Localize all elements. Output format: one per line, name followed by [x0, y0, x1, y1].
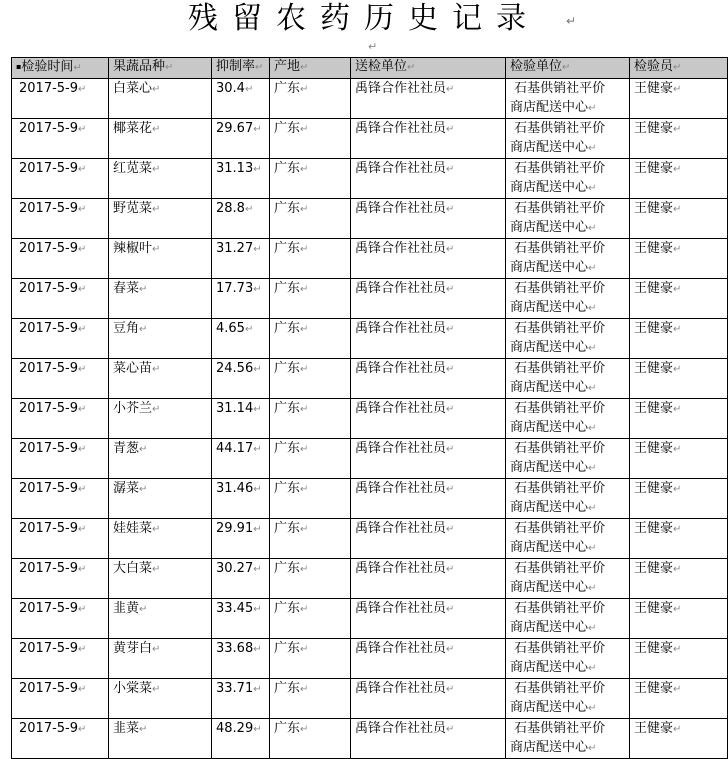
cell-origin: 广东↵ — [270, 358, 351, 398]
cell-origin: 广东↵ — [270, 198, 351, 238]
cell-sender: 禹锋合作社社员↵ — [351, 518, 506, 558]
cell-inspector: 王健豪↵ — [630, 518, 728, 558]
cell-rate: 24.56↵ — [212, 358, 270, 398]
cell-inspector: 王健豪↵ — [630, 398, 728, 438]
cell-item: 青葱↵ — [109, 438, 212, 478]
column-header-sender: 送检单位↵ — [351, 58, 506, 79]
cell-inspector: 王健豪↵ — [630, 318, 728, 358]
cell-date: 2017-5-9↵ — [12, 318, 109, 358]
cell-rate: 29.67↵ — [212, 118, 270, 158]
table-row — [12, 518, 728, 558]
cell-inspector-unit: 石基供销社平价 商店配送中心↵ — [506, 678, 630, 718]
cell-inspector-unit: 石基供销社平价 商店配送中心↵ — [506, 398, 630, 438]
cell-item: 大白菜↵ — [109, 558, 212, 598]
cell-inspector: 王健豪↵ — [630, 238, 728, 278]
cell-rate: 44.17↵ — [212, 438, 270, 478]
cell-item: 韭黄↵ — [109, 598, 212, 638]
cell-sender: 禹锋合作社社员↵ — [351, 78, 506, 118]
cell-origin: 广东↵ — [270, 398, 351, 438]
cell-origin: 广东↵ — [270, 278, 351, 318]
cell-inspector-unit: 石基供销社平价 商店配送中心↵ — [506, 518, 630, 558]
cell-sender: 禹锋合作社社员↵ — [351, 718, 506, 758]
paragraph-mark-icon: ↵ — [368, 40, 378, 53]
cell-date: 2017-5-9↵ — [12, 438, 109, 478]
page-title: 残留农药历史记录 — [188, 1, 540, 36]
cell-inspector-unit: 石基供销社平价 商店配送中心↵ — [506, 598, 630, 638]
cell-rate: 33.68↵ — [212, 638, 270, 678]
cell-inspector-unit: 石基供销社平价 商店配送中心↵ — [506, 438, 630, 478]
cell-origin: 广东↵ — [270, 118, 351, 158]
cell-inspector-unit: 石基供销社平价 商店配送中心↵ — [506, 318, 630, 358]
table-row — [12, 118, 728, 158]
cell-origin: 广东↵ — [270, 78, 351, 118]
cell-date: 2017-5-9↵ — [12, 718, 109, 758]
cell-item: 韭菜↵ — [109, 718, 212, 758]
cell-date: 2017-5-9↵ — [12, 598, 109, 638]
table-row — [12, 278, 728, 318]
cell-sender: 禹锋合作社社员↵ — [351, 158, 506, 198]
table-row — [12, 678, 728, 718]
cell-sender: 禹锋合作社社员↵ — [351, 238, 506, 278]
cell-item: 豆角↵ — [109, 318, 212, 358]
cell-inspector: 王健豪↵ — [630, 198, 728, 238]
column-header-date: ▪检验时间↵ — [12, 58, 109, 79]
cell-item: 红苋菜↵ — [109, 158, 212, 198]
cell-inspector: 王健豪↵ — [630, 118, 728, 158]
cell-date: 2017-5-9↵ — [12, 518, 109, 558]
cell-inspector: 王健豪↵ — [630, 558, 728, 598]
cell-item: 小芥兰↵ — [109, 398, 212, 438]
cell-item: 辣椒叶↵ — [109, 238, 212, 278]
cell-rate: 31.14↵ — [212, 398, 270, 438]
cell-inspector: 王健豪↵ — [630, 278, 728, 318]
column-header-origin: 产地↵ — [270, 58, 351, 79]
table-header-row — [12, 58, 728, 79]
cell-item: 菜心苗↵ — [109, 358, 212, 398]
cell-origin: 广东↵ — [270, 678, 351, 718]
cell-date: 2017-5-9↵ — [12, 398, 109, 438]
cell-rate: 33.71↵ — [212, 678, 270, 718]
cell-rate: 28.8↵ — [212, 198, 270, 238]
cell-rate: 17.73↵ — [212, 278, 270, 318]
cell-inspector-unit: 石基供销社平价 商店配送中心↵ — [506, 278, 630, 318]
cell-inspector: 王健豪↵ — [630, 78, 728, 118]
cell-inspector-unit: 石基供销社平价 商店配送中心↵ — [506, 358, 630, 398]
cell-rate: 33.45↵ — [212, 598, 270, 638]
cell-inspector-unit: 石基供销社平价 商店配送中心↵ — [506, 238, 630, 278]
row-marker-icon: ▪ — [16, 62, 22, 71]
cell-date: 2017-5-9↵ — [12, 158, 109, 198]
cell-date: 2017-5-9↵ — [12, 558, 109, 598]
table-row — [12, 78, 728, 118]
cell-item: 潺菜↵ — [109, 478, 212, 518]
cell-sender: 禹锋合作社社员↵ — [351, 358, 506, 398]
cell-inspector: 王健豪↵ — [630, 718, 728, 758]
cell-sender: 禹锋合作社社员↵ — [351, 318, 506, 358]
cell-sender: 禹锋合作社社员↵ — [351, 398, 506, 438]
residue-record-table — [11, 57, 728, 759]
cell-date: 2017-5-9↵ — [12, 78, 109, 118]
cell-origin: 广东↵ — [270, 558, 351, 598]
paragraph-mark-icon: ↵ — [566, 14, 577, 28]
cell-sender: 禹锋合作社社员↵ — [351, 198, 506, 238]
cell-origin: 广东↵ — [270, 478, 351, 518]
cell-origin: 广东↵ — [270, 518, 351, 558]
table-row — [12, 438, 728, 478]
cell-date: 2017-5-9↵ — [12, 238, 109, 278]
cell-inspector-unit: 石基供销社平价 商店配送中心↵ — [506, 118, 630, 158]
cell-sender: 禹锋合作社社员↵ — [351, 478, 506, 518]
cell-item: 娃娃菜↵ — [109, 518, 212, 558]
column-header-rate: 抑制率↵ — [212, 58, 270, 79]
table-row — [12, 478, 728, 518]
cell-inspector-unit: 石基供销社平价 商店配送中心↵ — [506, 78, 630, 118]
cell-item: 白菜心↵ — [109, 78, 212, 118]
column-header-inspector: 检验员↵ — [630, 58, 728, 79]
table-row — [12, 398, 728, 438]
table-row — [12, 238, 728, 278]
cell-rate: 29.91↵ — [212, 518, 270, 558]
table-row — [12, 158, 728, 198]
cell-inspector-unit: 石基供销社平价 商店配送中心↵ — [506, 558, 630, 598]
cell-item: 春菜↵ — [109, 278, 212, 318]
cell-rate: 31.27↵ — [212, 238, 270, 278]
cell-inspector-unit: 石基供销社平价 商店配送中心↵ — [506, 478, 630, 518]
cell-sender: 禹锋合作社社员↵ — [351, 638, 506, 678]
cell-origin: 广东↵ — [270, 598, 351, 638]
cell-sender: 禹锋合作社社员↵ — [351, 118, 506, 158]
cell-inspector: 王健豪↵ — [630, 478, 728, 518]
cell-rate: 4.65↵ — [212, 318, 270, 358]
cell-sender: 禹锋合作社社员↵ — [351, 678, 506, 718]
cell-date: 2017-5-9↵ — [12, 358, 109, 398]
cell-date: 2017-5-9↵ — [12, 678, 109, 718]
table-row — [12, 638, 728, 678]
cell-inspector: 王健豪↵ — [630, 638, 728, 678]
cell-inspector-unit: 石基供销社平价 商店配送中心↵ — [506, 718, 630, 758]
cell-rate: 30.27↵ — [212, 558, 270, 598]
cell-inspector: 王健豪↵ — [630, 598, 728, 638]
cell-rate: 31.46↵ — [212, 478, 270, 518]
column-header-inspector-unit: 检验单位↵ — [506, 58, 630, 79]
cell-inspector-unit: 石基供销社平价 商店配送中心↵ — [506, 198, 630, 238]
column-header-item: 果蔬品种↵ — [109, 58, 212, 79]
cell-inspector: 王健豪↵ — [630, 438, 728, 478]
cell-origin: 广东↵ — [270, 438, 351, 478]
cell-item: 黄芽白↵ — [109, 638, 212, 678]
cell-rate: 30.4↵ — [212, 78, 270, 118]
cell-item: 椰菜花↵ — [109, 118, 212, 158]
cell-inspector: 王健豪↵ — [630, 158, 728, 198]
cell-rate: 31.13↵ — [212, 158, 270, 198]
cell-origin: 广东↵ — [270, 318, 351, 358]
cell-inspector: 王健豪↵ — [630, 358, 728, 398]
table-row — [12, 558, 728, 598]
cell-date: 2017-5-9↵ — [12, 198, 109, 238]
cell-origin: 广东↵ — [270, 718, 351, 758]
cell-date: 2017-5-9↵ — [12, 278, 109, 318]
cell-inspector-unit: 石基供销社平价 商店配送中心↵ — [506, 638, 630, 678]
cell-sender: 禹锋合作社社员↵ — [351, 438, 506, 478]
cell-sender: 禹锋合作社社员↵ — [351, 558, 506, 598]
table-row — [12, 358, 728, 398]
cell-sender: 禹锋合作社社员↵ — [351, 598, 506, 638]
table-row — [12, 598, 728, 638]
table-row — [12, 718, 728, 758]
cell-inspector-unit: 石基供销社平价 商店配送中心↵ — [506, 158, 630, 198]
cell-origin: 广东↵ — [270, 238, 351, 278]
cell-origin: 广东↵ — [270, 638, 351, 678]
cell-inspector: 王健豪↵ — [630, 678, 728, 718]
table-row — [12, 198, 728, 238]
cell-rate: 48.29↵ — [212, 718, 270, 758]
cell-origin: 广东↵ — [270, 158, 351, 198]
cell-sender: 禹锋合作社社员↵ — [351, 278, 506, 318]
cell-item: 小棠菜↵ — [109, 678, 212, 718]
cell-date: 2017-5-9↵ — [12, 478, 109, 518]
cell-item: 野苋菜↵ — [109, 198, 212, 238]
cell-date: 2017-5-9↵ — [12, 638, 109, 678]
table-row — [12, 318, 728, 358]
cell-date: 2017-5-9↵ — [12, 118, 109, 158]
